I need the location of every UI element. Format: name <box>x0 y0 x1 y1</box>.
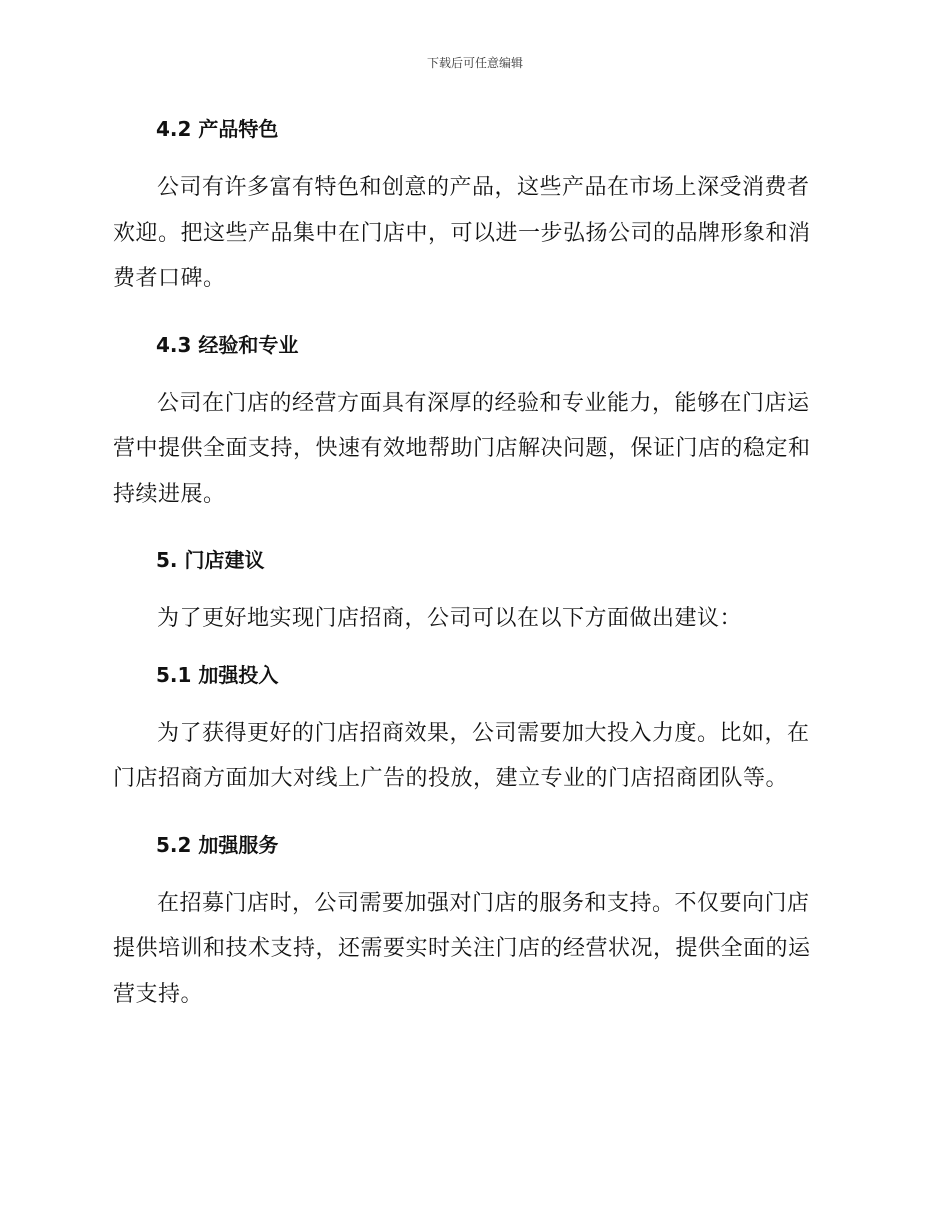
section-body-5: 为了更好地实现门店招商，公司可以在以下方面做出建议： <box>157 606 743 631</box>
section-heading-4-2: 4.2 产品特色 <box>156 117 279 141</box>
section-body-5-1: 为了获得更好的门店招商效果，公司需要加大投入力度。比如，在门店招商方面加大对线上广告的投放，建立专业的门店招商团队等。 <box>113 720 810 791</box>
section-body-5-2: 在招募门店时，公司需要加强对门店的服务和支持。不仅要向门店提供培训和技术支持，还需要实时关注门店的经营状况，提供全面的运营支持。 <box>113 890 811 1007</box>
section-heading-4-3: 4.3 经验和专业 <box>156 332 299 357</box>
section-heading-5-2: 5.2 加强服务 <box>156 832 279 857</box>
section-heading-5-1: 5.1 加强投入 <box>156 662 279 687</box>
document-body <box>113 112 831 1017</box>
section-body-4-2: 公司有许多富有特色和创意的产品，这些产品在市场上深受消费者欢迎。把这些产品集中在门店中，可以进一步弘扬公司的品牌形象和消费者口碑。 <box>113 175 811 291</box>
page-header: 下载后可任意编辑 <box>426 56 523 70</box>
section-heading-5: 5. 门店建议 <box>156 548 265 572</box>
section-body-4-3: 公司在门店的经营方面具有深厚的经验和专业能力，能够在门店运营中提供全面支持，快速有效地帮助门店解决问题，保证门店的稳定和持续进展。 <box>113 390 811 507</box>
